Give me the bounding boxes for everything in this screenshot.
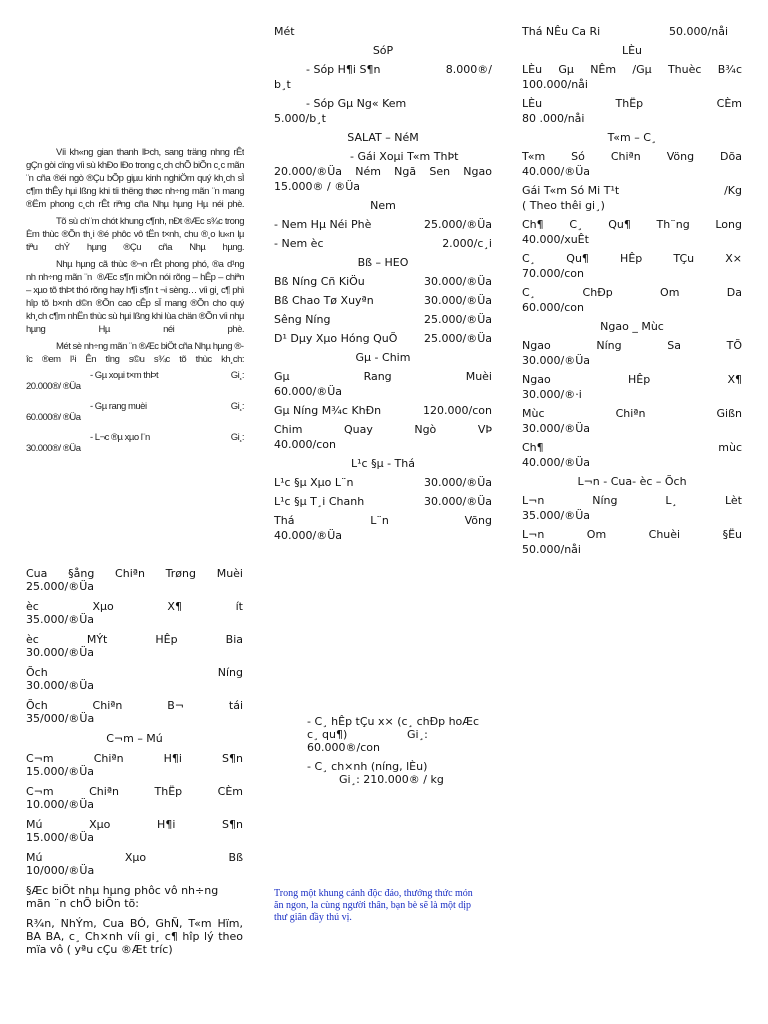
menu-item-name: Mùc Chiªn Gißn (522, 407, 742, 420)
menu-item-name: Thá NÊu Ca Ri (522, 25, 601, 38)
menu-item-name: C¸ ChÐp Om Da (522, 286, 742, 299)
menu-item (26, 785, 243, 811)
menu-item-price: 40.000/®Üa (274, 529, 342, 542)
specialty-paragraph: §Æc biÖt nhµ hµng phôc vô nh÷ng mãn ¨n chÕ biÕn tõ: (26, 884, 219, 910)
menu-item-name: Ch¶ mùc (522, 441, 742, 454)
menu-column-middle (274, 24, 492, 547)
special-item-price-label: Gi¸: (230, 432, 244, 443)
special-item-price-label: Gi¸: (230, 370, 244, 381)
menu-item-name: D¹ Dµy Xµo Hóng QuÕ (274, 332, 398, 345)
menu-item (274, 475, 492, 490)
menu-item-name: Ngao Níng Sa TÕ (522, 339, 742, 352)
menu-item-name: - Nem èc (274, 237, 324, 250)
menu-item-name: Sêng Níng (274, 313, 331, 326)
menu-item-price: 5.000/b¸t (274, 112, 326, 125)
menu-item-price: 15.000/®Üa (26, 831, 94, 844)
menu-item (274, 494, 492, 509)
section-heading-eel-crab-snail-frog: L¬n - Cua- èc – Õch (577, 475, 687, 488)
menu-item (522, 217, 742, 247)
special-item-price: 30.000®/ ®Üa (26, 443, 81, 454)
menu-item (26, 851, 243, 877)
menu-item (26, 600, 243, 626)
special-item (26, 401, 244, 423)
menu-item-price: 30.000/®Üa (424, 476, 492, 489)
menu-item (26, 699, 243, 725)
menu-item-name: - Gái Xoµi T«m ThÞt (350, 150, 459, 163)
menu-item-price: 30.000/®Üa (424, 275, 492, 288)
menu-item-name: - C¸ ch×nh (níng, lÈu) (307, 760, 428, 773)
menu-item-name: Gái T«m Só Mi T¹t (522, 184, 620, 197)
menu-item-name: - Sóp Gµ Ng« Kem (306, 97, 407, 110)
menu-top-line: Mét (274, 25, 295, 38)
menu-item (274, 312, 492, 327)
menu-item-name: L¬n Níng L¸ Lèt (522, 494, 742, 507)
menu-item-price: 60.000/con (522, 301, 584, 314)
special-item-name: - Gµ xoµi t×m thÞt (90, 370, 159, 381)
section-heading-clam-squid: Ngao _ Mùc (600, 320, 664, 333)
menu-item-price: 40.000/®Üa (522, 165, 590, 178)
menu-item-price: 50.000/nåi (669, 25, 728, 38)
menu-item-price: 30.000/®Üa (522, 354, 590, 367)
menu-item (274, 513, 492, 543)
menu-item-name: Thá L¨n Võng (274, 514, 492, 527)
menu-item-price: Gi¸: 210.000® / kg (339, 773, 444, 786)
section-heading-soup: SóP (372, 44, 394, 57)
menu-item-name: Chim Quay Ngò VÞ (274, 423, 492, 436)
menu-item-price: 35.000/®Üa (26, 613, 94, 626)
section-heading-chicken: Gµ - Chim (355, 351, 411, 364)
menu-item-name: L¹c §µ T¸i Chanh (274, 495, 365, 508)
menu-item (274, 62, 492, 92)
section-heading-hotpot: LÈu (621, 44, 643, 57)
menu-item-price: 30.000/®Üa (424, 294, 492, 307)
menu-item-name: Gµ Níng M¾c KhÐn (274, 404, 382, 417)
menu-item (522, 493, 742, 523)
menu-item (26, 567, 243, 593)
intro-column (26, 146, 244, 518)
menu-item-name: Ch¶ C¸ Qu¶ Th¨ng Long (522, 218, 742, 231)
menu-item-price: 25.000/®Üa (424, 218, 492, 231)
menu-item-unit: /Kg (724, 184, 742, 197)
section-heading-salad: SALAT – NéM (347, 131, 419, 144)
menu-item (274, 96, 492, 126)
fish-item-2 (307, 760, 493, 786)
bottom-middle-block (307, 715, 493, 786)
menu-item-name: T«m Só Chiªn Vöng Dõa (522, 150, 742, 163)
menu-item-price: 35.000/®Üa (522, 509, 590, 522)
section-heading-nem: Nem (370, 199, 396, 212)
menu-item (522, 372, 742, 402)
menu-item (522, 96, 742, 126)
special-item-name: - L¬c ®µ xµo l¨n (90, 432, 150, 443)
menu-item-price: 10/000/®Üa (26, 864, 95, 877)
menu-item (522, 251, 742, 281)
menu-item (522, 183, 742, 213)
menu-item-name: Gµ Rang Muèi (274, 370, 492, 383)
special-item-price: 20.000®/ ®Üa (26, 381, 81, 392)
menu-item (274, 369, 492, 399)
special-item-price: 60.000®/ ®Üa (26, 412, 81, 423)
menu-item (274, 217, 492, 232)
menu-item-price: 40.000/xuÊt (522, 233, 589, 246)
menu-item (522, 338, 742, 368)
menu-item-price: 80 .000/nåi (522, 112, 585, 125)
menu-item-price: 30.000/®Üa (26, 646, 94, 659)
menu-item-price: 8.000®/ (445, 63, 492, 76)
menu-item-unit: b¸t (274, 78, 291, 91)
menu-item (274, 422, 492, 452)
menu-item (26, 818, 243, 844)
menu-item-name: L¬n Om Chuèi §Ëu (522, 528, 742, 541)
menu-item (26, 633, 243, 659)
menu-item (522, 406, 742, 436)
menu-item (274, 236, 492, 251)
intro-paragraph-2: Tõ sù ch¨m chót khung c¶nh, nÐt ®Æc s¾c trong Èm thùc ®Õn th¸i ®é phôc vô tËn t×nh, chu ®¸o lu«n lµ tiªu chÝ hµng ®Çu cña Nhµ hµng. (26, 216, 244, 253)
menu-item-name: Õch Chiªn B¬ tái (26, 699, 243, 712)
menu-item-name: Õch Níng (26, 666, 243, 679)
menu-item-price: 30.000/®Üa (424, 495, 492, 508)
fish-item-1 (307, 715, 493, 754)
intro-paragraph-3: Nhµ hµng cã thùc ®¬n rÊt phong phó, ®a d¹ng nh nh÷ng mãn ¨n ®Æc s¶n miÒn nói rõng – hÊp – chiªn – xµo tõ thÞt thó rõng hay h¶i s¶n t ¬i sèng… víi gi¸ c¶ phï hîp tõ b×nh d©n ®Õn cao cÊp sÏ mang ®Õn cho quý kh¸ch c¶m nhËn thùc sù hµi lßng khi lùa chän ®Õn víi nhµ hµng Hµ néi phè. (26, 259, 244, 335)
menu-item-price: 60.000®/con (307, 741, 380, 754)
menu-item (522, 527, 742, 557)
menu-item-name: Mú Xµo H¶i S¶n (26, 818, 243, 831)
menu-item (522, 62, 742, 92)
menu-item-price: 15.000/®Üa (26, 765, 94, 778)
section-heading-beef-pork: Bß – HEO (357, 256, 409, 269)
menu-item (522, 440, 742, 470)
menu-item-price: 30.000/®Üa (522, 422, 590, 435)
menu-item-name: èc Xµo X¶ ít (26, 600, 243, 613)
menu-item-name: - Sóp H¶i S¶n (306, 63, 381, 76)
menu-item-name: èc MÝt HÊp Bia (26, 633, 243, 646)
special-item-price-label: Gi¸: (230, 401, 244, 412)
intro-paragraph-4: Mét sè nh÷ng mãn ¨n ®Æc biÖt cña Nhµ hµng ® îc ®em l¹i Ên tîng s©u s¾c tõ thùc kh¸ch: (26, 341, 244, 365)
menu-item (26, 752, 243, 778)
menu-item (274, 149, 492, 194)
menu-item-name: C¬m Chiªn H¶i S¶n (26, 752, 243, 765)
special-item (26, 432, 244, 454)
menu-item-price: 30.000/®·i (522, 388, 582, 401)
menu-item-price: 120.000/con (423, 404, 492, 417)
menu-item-price: 25.000/®Üa (424, 313, 492, 326)
menu-item-price: 40.000/®Üa (522, 456, 590, 469)
menu-item-price: 10.000/®Üa (26, 798, 94, 811)
menu-item (522, 149, 742, 179)
menu-item-price: 30.000/®Üa (26, 679, 94, 692)
section-heading-camel-rabbit: L¹c §µ - Thá (351, 457, 415, 470)
special-item-name: - Gµ rang muèi (90, 401, 147, 412)
menu-item-name: Mú Xµo Bß (26, 851, 243, 864)
menu-item-price: 2.000/c¸i (442, 237, 492, 250)
menu-item-price: 50.000/nåi (522, 543, 581, 556)
menu-item (274, 274, 492, 289)
section-heading-rice-noodle: C¬m – Mú (106, 732, 163, 745)
menu-item-price: 100.000/nåi (522, 78, 588, 91)
menu-item-name: - Nem Hµ Néi Phè (274, 218, 372, 231)
menu-item (522, 285, 742, 315)
menu-item-name: LÈu ThËp CÈm (522, 97, 742, 110)
menu-item-price: 70.000/con (522, 267, 584, 280)
menu-column-bottom-left (26, 567, 243, 956)
menu-column-right (522, 24, 742, 561)
menu-item-name: C¸ Qu¶ HÊp TÇu X× (522, 252, 742, 265)
menu-item (274, 293, 492, 308)
menu-item-name: Bß Níng Cñ KiÖu (274, 275, 365, 288)
menu-item-name: Bß Chao Tø Xuyªn (274, 294, 374, 307)
menu-item-price: 40.000/con (274, 438, 336, 451)
menu-item-price-label: Gi¸: (407, 728, 428, 741)
special-item (26, 370, 244, 392)
menu-item (274, 331, 492, 346)
menu-item (522, 24, 742, 39)
menu-item-name: C¬m Chiªn ThËp CÈm (26, 785, 243, 798)
menu-item-name: - C¸ hÊp tÇu x× (c¸ chÐp hoÆc c¸ qu¶) (307, 715, 480, 741)
section-heading-shrimp-fish: T«m – C¸ (607, 131, 657, 144)
menu-item-price: 60.000/®Üa (274, 385, 342, 398)
menu-item (26, 666, 243, 692)
closing-note: Trong một khung cảnh độc đáo, thưởng thức món ăn ngon, la cùng người thân, bạn bè sẽ là một dịp thư giãn đầy thú vị. (274, 888, 473, 923)
menu-item-name: L¹c §µ Xµo L¨n (274, 476, 354, 489)
menu-item-price: 20.000/®Üa Ném Ngã Sen Ngao 15.000® / ®Üa (274, 165, 492, 193)
menu-item (274, 403, 492, 418)
menu-item-name: Cua §ång Chiªn Trøng Muèi (26, 567, 243, 580)
menu-item-name: LÈu Gµ NÊm /Gµ Thuèc B¾c (522, 63, 742, 76)
menu-item-name: Ngao HÊp X¶ (522, 373, 742, 386)
menu-item-price: 25.000/®Üa (424, 332, 492, 345)
menu-item-price: 25.000/®Üa (26, 580, 94, 593)
menu-item-price: 35/000/®Üa (26, 712, 95, 725)
intro-paragraph-1: Víi kh«ng gian thanh lÞch, sang träng nhng rÊt gÇn gòi cïng víi sù khÐo lÐo trong c¸ch chÕ biÕn c¸c mãn ¨n cña ®éi ngò ®Çu bÕp giµu kinh nghiÖm quý kh¸ch sÏ c¶m thÊy hµi lßng khi tíi thëng thøc nh÷ng mãn ¨n mang ®Ëm phong c¸ch rÊt riªng cña Nhµ hµng Hµ néi phè. (26, 147, 244, 210)
menu-item-note: ( Theo thêi gi¸) (522, 199, 605, 212)
specialty-list-paragraph: R¾n, NhÝm, Cua BÓ, GhÑ, T«m Hïm, BA BA, c¸ Ch×nh víi gi¸ c¶ hîp lý theo mïa vô ( yªu cÇu ®Æt tríc) (26, 917, 243, 956)
